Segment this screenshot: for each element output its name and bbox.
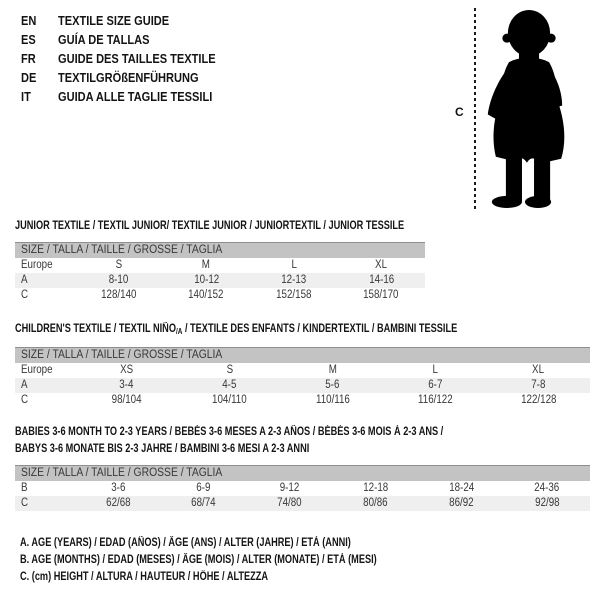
age-cell: 4-5: [222, 379, 237, 391]
table-row-months: [15, 481, 590, 496]
age-cell: 7-8: [531, 379, 546, 391]
table-row-height: [15, 288, 425, 303]
lang-code: DE: [21, 70, 37, 85]
months-cell: 3-6: [110, 482, 125, 494]
size-header-bar: [15, 465, 590, 481]
months-cell: 12-18: [362, 482, 388, 494]
row-label: Europe: [21, 364, 53, 376]
months-cell: 6-9: [196, 482, 211, 494]
age-cell: 10-12: [193, 274, 219, 286]
height-cell: 74/80: [277, 497, 302, 509]
height-cell: 98/104: [111, 394, 142, 406]
size-header-bar: [15, 347, 590, 363]
lang-row-es: [21, 30, 243, 49]
height-cell: 140/152: [188, 289, 224, 301]
height-cell: 62/68: [105, 497, 131, 509]
table-row-height: [15, 496, 590, 511]
size-cell: S: [115, 259, 123, 271]
height-cell: 68/74: [191, 497, 216, 509]
junior-size-table: [15, 242, 425, 303]
height-cell: 158/170: [363, 289, 399, 301]
height-cell: 152/158: [276, 289, 312, 301]
row-label: C: [21, 289, 29, 301]
height-cell: 110/116: [315, 394, 350, 406]
lang-label: GUÍA DE TALLAS: [58, 32, 150, 47]
height-cell: 80/86: [363, 497, 388, 509]
age-cell: 14-16: [368, 274, 394, 286]
table-row-age: [15, 273, 425, 288]
babies-table-title: [15, 424, 550, 457]
lang-row-en: [21, 11, 243, 30]
title-text: / TEXTILE DES ENFANTS / KINDERTEXTIL / BAMBINI TESSILE: [182, 323, 458, 335]
children-size-table: [15, 347, 590, 408]
size-cell: XS: [119, 364, 134, 376]
age-cell: 6-7: [428, 379, 443, 391]
row-label: C: [21, 497, 29, 509]
title-line-2: BABYS 3-6 MONATE BIS 2-3 JAHRE / BAMBINI 3-6 MESI A 2-3 ANNI: [15, 442, 310, 455]
legend-line-a: A. AGE (YEARS) / EDAD (AÑOS) / ÂGE (ANS) / ALTER (JAHRE) / ETÀ (ANNI): [20, 537, 351, 549]
height-cell: 104/110: [212, 394, 247, 406]
size-cell: L: [291, 259, 297, 271]
lang-row-it: [21, 87, 243, 106]
months-cell: 18-24: [448, 482, 474, 494]
table-row-height: [15, 393, 590, 408]
months-cell: 24-36: [534, 482, 560, 494]
row-label: C: [21, 394, 29, 406]
row-label: Europe: [21, 259, 53, 271]
title-text: CHILDREN'S TEXTILE / TEXTIL NIÑO: [15, 323, 176, 335]
height-cell: 86/92: [448, 497, 474, 509]
junior-table-title: JUNIOR TEXTILE / TEXTIL JUNIOR/ TEXTILE JUNIOR / JUNIORTEXTIL / JUNIOR TESSILE: [15, 220, 405, 232]
language-title-block: [21, 11, 243, 106]
lang-code: FR: [21, 51, 36, 66]
age-cell: 5-6: [325, 379, 340, 391]
size-cell: M: [202, 259, 211, 271]
height-cell: 92/98: [534, 497, 560, 509]
size-header-label: SIZE / TALLA / TAILLE / GRÖSSE / TAGLIA: [21, 467, 223, 479]
age-cell: 8-10: [108, 274, 129, 286]
babies-size-table: [15, 465, 590, 511]
table-row-europe: [15, 363, 590, 378]
height-dashed-line: [474, 8, 476, 209]
size-header-label: SIZE / TALLA / TAILLE / GRÖSSE / TAGLIA: [21, 244, 223, 256]
lang-label: GUIDE DES TAILLES TEXTILE: [58, 51, 216, 66]
lang-code: IT: [21, 89, 31, 104]
size-cell: L: [432, 364, 439, 376]
size-cell: M: [328, 364, 337, 376]
legend-line-c: C. (cm) HEIGHT / ALTURA / HAUTEUR / HÖHE / ALTEZZA: [20, 571, 269, 584]
lang-code: EN: [21, 13, 37, 28]
children-table-title: [15, 321, 568, 339]
lang-label: GUIDA ALLE TAGLIE TESSILI: [58, 89, 213, 104]
size-cell: S: [226, 364, 233, 376]
size-header-bar: [15, 242, 425, 258]
title-line-1: BABIES 3-6 MONTH TO 2-3 YEARS / BEBÉS 3-6 MESES A 2-3 AÑOS / BÉBÉS 3-6 MOIS À 2-3 ANS /: [15, 426, 444, 438]
measure-legend: [20, 535, 466, 587]
lang-row-fr: [21, 49, 243, 68]
title-subscript: /A: [175, 327, 183, 336]
size-cell: XL: [375, 259, 388, 271]
row-label: A: [21, 274, 28, 286]
age-cell: 3-4: [119, 379, 134, 391]
table-row-europe: [15, 258, 425, 273]
lang-code: ES: [21, 32, 36, 47]
table-row-age: [15, 378, 590, 393]
height-measure-label: C: [455, 105, 464, 119]
lang-label: TEXTILE SIZE GUIDE: [58, 13, 170, 28]
size-header-label: SIZE / TALLA / TAILLE / GRÖSSE / TAGLIA: [21, 349, 223, 361]
row-label: A: [21, 379, 28, 391]
row-label: B: [21, 482, 28, 494]
legend-line-b: B. AGE (MONTHS) / EDAD (MESES) / ÂGE (MOIS) / ALTER (MONATE) / ETÀ (MESI): [20, 554, 377, 567]
size-cell: XL: [532, 364, 545, 376]
lang-row-de: [21, 68, 243, 87]
age-cell: 12-13: [281, 274, 307, 286]
baby-silhouette-icon: [484, 10, 570, 209]
lang-label: TEXTILGRÖßENFÜHRUNG: [58, 70, 199, 85]
months-cell: 9-12: [279, 482, 300, 494]
height-cell: 122/128: [520, 394, 557, 406]
height-cell: 128/140: [101, 289, 137, 301]
height-cell: 116/122: [418, 394, 453, 406]
